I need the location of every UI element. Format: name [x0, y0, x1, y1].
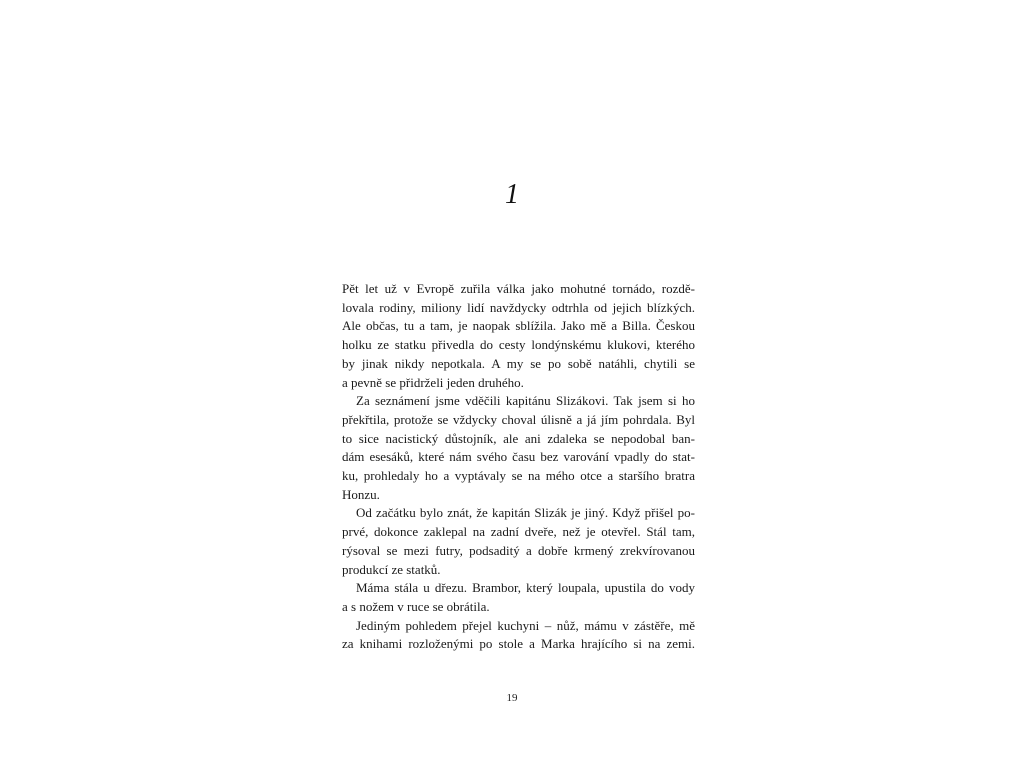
text-line: a pevně se přidrželi jeden druhého.: [342, 374, 524, 390]
text-line: Od začátku bylo znát, že kapitán Slizák je jiný. Když přišel po-: [356, 505, 695, 521]
text-line: produkcí ze statků.: [342, 561, 441, 577]
text-line: Pět let už v Evropě zuřila válka jako mohutné tornádo, rozdě-: [342, 281, 695, 296]
chapter-number: 1: [505, 179, 519, 210]
text-line: by jinak nikdy nepotkala. A my se po sobě natáhli, chytili se: [342, 355, 695, 371]
text-line: a s nožem v ruce se obrátila.: [342, 598, 490, 614]
text-line: Ale občas, tu a tam, je naopak sblížila. Jako mě a Billa. Českou: [342, 318, 695, 334]
text-line: holku ze statku přivedla do cesty londýnskému klukovi, kterého: [342, 337, 695, 353]
text-line: prvé, dokonce zaklepal na zadní dveře, než je otevřel. Stál tam,: [342, 524, 695, 540]
text-line: to sice nacistický důstojník, ale ani zdaleka se nepodobal ban-: [342, 430, 695, 446]
paragraph: [342, 392, 695, 504]
body-text: [342, 280, 695, 654]
text-line: Máma stála u dřezu. Brambor, který loupala, upustila do vody: [356, 580, 695, 596]
paragraph: [342, 280, 695, 392]
text-line: lovala rodiny, miliony lidí navždycky odtrhla od jejich blízkých.: [342, 299, 695, 315]
text-line: dám esesáků, které nám svého času bez varování vpadly do stat-: [342, 449, 695, 465]
text-line: Jediným pohledem přejel kuchyni – nůž, mámu v zástěře, mě: [356, 617, 695, 633]
text-line: ku, prohledaly ho a vyptávaly se na mého otce a staršího bratra: [342, 468, 695, 484]
text-line: Honzu.: [342, 486, 380, 502]
paragraph: [342, 579, 695, 616]
text-line: překřtila, protože se vždycky choval úlisně a já jím pohrdala. Byl: [342, 411, 695, 427]
page-number: 19: [506, 692, 518, 704]
paragraph: [342, 617, 695, 654]
paragraph: [342, 504, 695, 579]
text-line: rýsoval se mezi futry, podsaditý a dobře krmený zrekvírovanou: [342, 542, 695, 558]
text-line: za knihami rozloženými po stole a Marka hrajícího si na zemi.: [342, 636, 695, 652]
text-line: Za seznámení jsme vděčili kapitánu Slizákovi. Tak jsem si ho: [356, 393, 695, 409]
